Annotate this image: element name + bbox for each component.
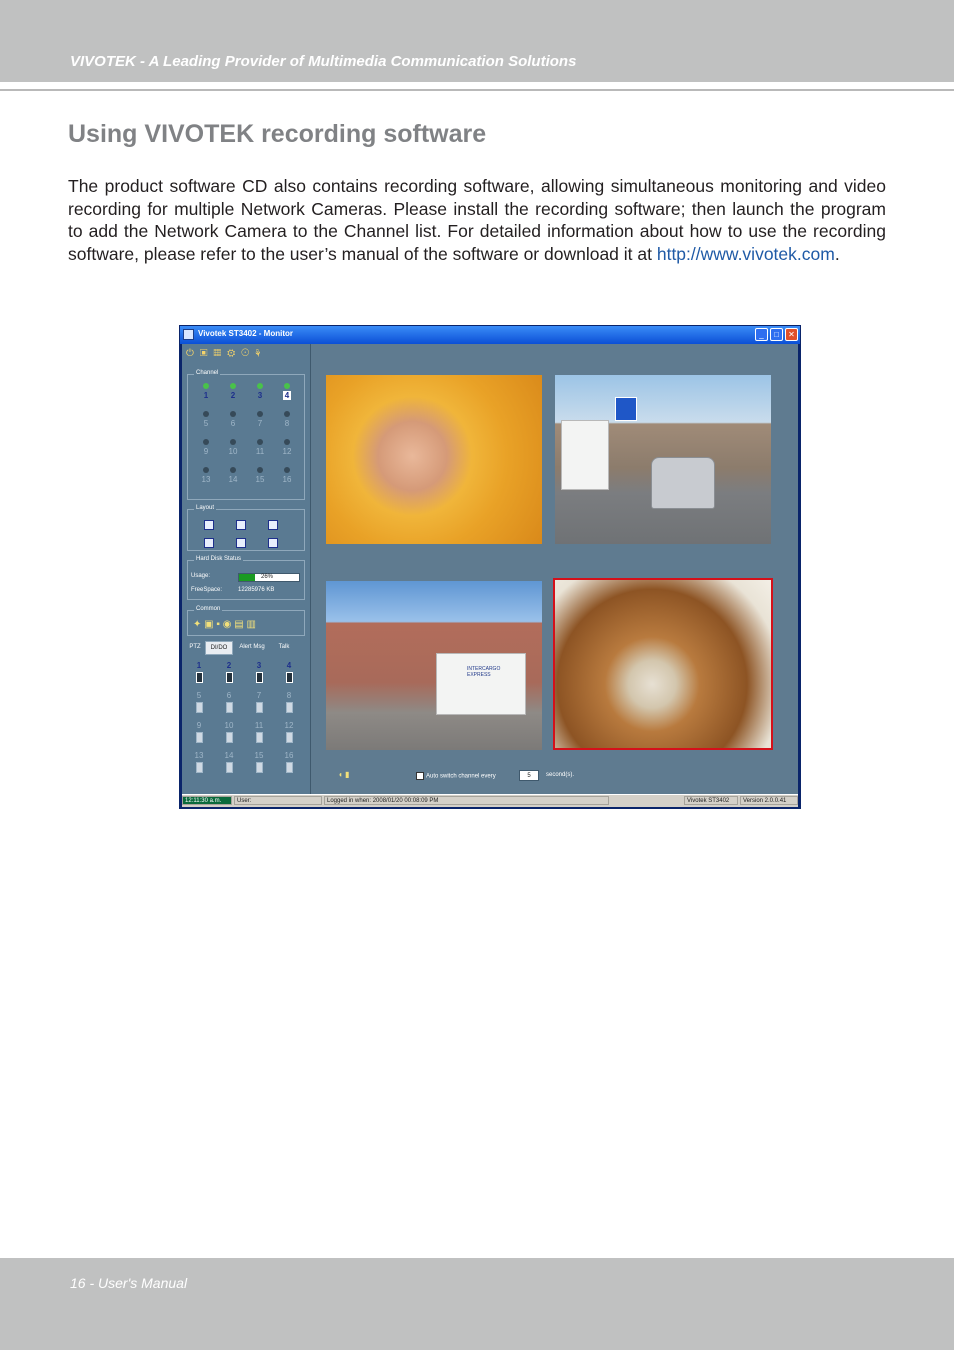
common-group-label: Common: [196, 606, 221, 612]
dido-panel: [187, 657, 305, 792]
dio-switch-icon: [226, 732, 233, 743]
free-space-value: 12285976 KB: [238, 587, 275, 593]
channel-status-icon: [203, 411, 209, 417]
dio-switch-icon: [256, 672, 263, 683]
auto-switch-toggle[interactable]: Auto switch channel every: [416, 772, 496, 780]
dio-15[interactable]: 15: [249, 751, 269, 773]
window-title: Vivotek ST3402 - Monitor: [198, 329, 293, 338]
channel-status-icon: [203, 383, 209, 389]
dio-switch-icon: [256, 762, 263, 773]
header-band: [0, 0, 954, 82]
maximize-button[interactable]: □: [770, 328, 783, 341]
dio-switch-icon: [196, 762, 203, 773]
layout-1x1-icon[interactable]: [204, 520, 214, 530]
free-space-label: FreeSpace:: [191, 587, 223, 593]
disk-usage-fill: [239, 574, 255, 581]
channel-9[interactable]: 9: [194, 439, 218, 456]
disk-usage-bar: [238, 573, 300, 582]
dio-12[interactable]: 12: [279, 721, 299, 743]
channel-group: [187, 370, 305, 500]
layout-2x2-icon[interactable]: [236, 520, 246, 530]
dio-10[interactable]: 10: [219, 721, 239, 743]
channel-8[interactable]: 8: [275, 411, 299, 428]
channel-6[interactable]: 6: [221, 411, 245, 428]
dio-4[interactable]: 4: [279, 661, 299, 683]
channel-16[interactable]: 16: [275, 467, 299, 484]
channel-status-icon: [203, 439, 209, 445]
layout-4x4-icon[interactable]: [268, 538, 278, 548]
close-button[interactable]: ✕: [785, 328, 798, 341]
dio-switch-icon: [286, 672, 293, 683]
control-sidebar: [182, 344, 311, 794]
body-paragraph: [68, 175, 886, 265]
video-pane-3[interactable]: [326, 581, 542, 750]
channel-status-icon: [284, 439, 290, 445]
channel-10[interactable]: 10: [221, 439, 245, 456]
channel-12[interactable]: 12: [275, 439, 299, 456]
disk-usage-value: 26%: [261, 574, 274, 580]
paragraph-text: The product software CD also contains recording software, allowing simultaneous monitoring and video recording for multiple Network Cameras. Please install the recording software; then launch the program to add the Network Camera to the Channel list. For detailed information about how to use the recording software, please refer to the user’s manual of the software or download it at: [68, 176, 886, 264]
status-user: User:: [234, 796, 322, 805]
auto-switch-checkbox[interactable]: [416, 772, 424, 780]
footer-band: [0, 1258, 954, 1350]
channel-11[interactable]: 11: [248, 439, 272, 456]
channel-status-icon: [257, 467, 263, 473]
truck-lettering: INTERCARGO EXPRESS: [467, 666, 501, 678]
layout-1plus12-icon[interactable]: [236, 538, 246, 548]
seconds-label: second(s).: [546, 772, 575, 778]
layout-3x3-icon[interactable]: [204, 538, 214, 548]
layout-group-label: Layout: [196, 505, 215, 511]
dio-11[interactable]: 11: [249, 721, 269, 743]
recording-software-screenshot: [179, 325, 801, 809]
channel-5[interactable]: 5: [194, 411, 218, 428]
channel-7[interactable]: 7: [248, 411, 272, 428]
dio-8[interactable]: 8: [279, 691, 299, 713]
usage-label: Usage:: [191, 573, 211, 579]
status-time: 12:11:30 a.m.: [182, 796, 232, 805]
page-title: Using VIVOTEK recording software: [68, 120, 487, 148]
dio-switch-icon: [196, 672, 203, 683]
dio-16[interactable]: 16: [279, 751, 299, 773]
hard-disk-status-group: [187, 556, 305, 600]
auto-switch-seconds-input[interactable]: 5: [519, 770, 539, 781]
header-divider: [0, 89, 954, 91]
tab-talk[interactable]: Talk: [278, 644, 290, 650]
channel-status-icon: [230, 411, 236, 417]
dio-7[interactable]: 7: [249, 691, 269, 713]
dio-switch-icon: [226, 702, 233, 713]
status-version: Version 2.0.0.41: [740, 796, 798, 805]
channel-13[interactable]: 13: [194, 467, 218, 484]
channel-1[interactable]: 1: [194, 383, 218, 400]
header-tagline: VIVOTEK - A Leading Provider of Multimedia Communication Solutions: [70, 53, 577, 70]
status-product: Vivotek ST3402: [684, 796, 738, 805]
dio-2[interactable]: 2: [219, 661, 239, 683]
tab-alert-msg[interactable]: Alert Msg: [239, 644, 265, 650]
video-pane-1[interactable]: [326, 375, 542, 544]
dio-switch-icon: [256, 732, 263, 743]
control-tabs: [187, 641, 305, 655]
channel-status-icon: [230, 383, 236, 389]
common-group: [187, 606, 305, 636]
channel-status-icon: [203, 467, 209, 473]
tab-dido[interactable]: DI/DO: [205, 641, 233, 655]
dio-switch-icon: [226, 762, 233, 773]
channel-2[interactable]: 2: [221, 383, 245, 400]
dio-6[interactable]: 6: [219, 691, 239, 713]
parked-car: [651, 457, 715, 509]
window-titlebar: [180, 326, 800, 344]
channel-status-icon: [284, 411, 290, 417]
dio-14[interactable]: 14: [219, 751, 239, 773]
channel-status-icon: [230, 439, 236, 445]
dio-13[interactable]: 13: [189, 751, 209, 773]
status-bar: [182, 794, 798, 807]
channel-status-icon: [230, 467, 236, 473]
dio-3[interactable]: 3: [249, 661, 269, 683]
layout-group: [187, 505, 305, 551]
dio-9[interactable]: 9: [189, 721, 209, 743]
vivotek-website-link[interactable]: http://www.vivotek.com: [656, 243, 835, 264]
paragraph-end: .: [834, 243, 840, 264]
channel-14[interactable]: 14: [221, 467, 245, 484]
monitor-client-area: [182, 344, 798, 806]
channel-status-icon: [284, 467, 290, 473]
dio-1[interactable]: 1: [189, 661, 209, 683]
road-sign-icon: [615, 397, 637, 421]
video-pane-4-selected[interactable]: [553, 578, 773, 750]
dio-switch-icon: [286, 702, 293, 713]
minimize-button[interactable]: _: [755, 328, 768, 341]
dio-switch-icon: [226, 672, 233, 683]
app-icon: [183, 329, 194, 340]
channel-4[interactable]: 4: [275, 383, 299, 400]
common-tool-icons[interactable]: ✦ ▣ ▪ ◉ ▤ ▥: [193, 619, 256, 630]
channel-3[interactable]: 3: [248, 383, 272, 400]
dio-switch-icon: [286, 732, 293, 743]
parked-van: [561, 420, 609, 490]
video-pane-2[interactable]: [555, 375, 771, 544]
dio-switch-icon: [256, 702, 263, 713]
dio-switch-icon: [196, 702, 203, 713]
channel-status-icon: [257, 383, 263, 389]
dio-5[interactable]: 5: [189, 691, 209, 713]
delivery-truck: [436, 653, 526, 715]
layout-1plus5-icon[interactable]: [268, 520, 278, 530]
channel-status-icon: [257, 439, 263, 445]
tab-ptz[interactable]: PTZ: [189, 644, 201, 650]
channel-status-icon: [257, 411, 263, 417]
status-logged-in: Logged in when: 2008/01/20 00:08:09 PM: [324, 796, 609, 805]
dio-switch-icon: [286, 762, 293, 773]
speaker-icon[interactable]: ◖ ▮: [338, 770, 350, 779]
page-footer: 16 - User's Manual: [70, 1275, 188, 1291]
hard-disk-status-label: Hard Disk Status: [196, 556, 242, 562]
dio-switch-icon: [196, 732, 203, 743]
channel-15[interactable]: 15: [248, 467, 272, 484]
channel-status-icon: [284, 383, 290, 389]
channel-group-label: Channel: [196, 370, 219, 376]
toolbar-icons[interactable]: ⏻▣▦⚙☉⚘: [186, 348, 267, 359]
